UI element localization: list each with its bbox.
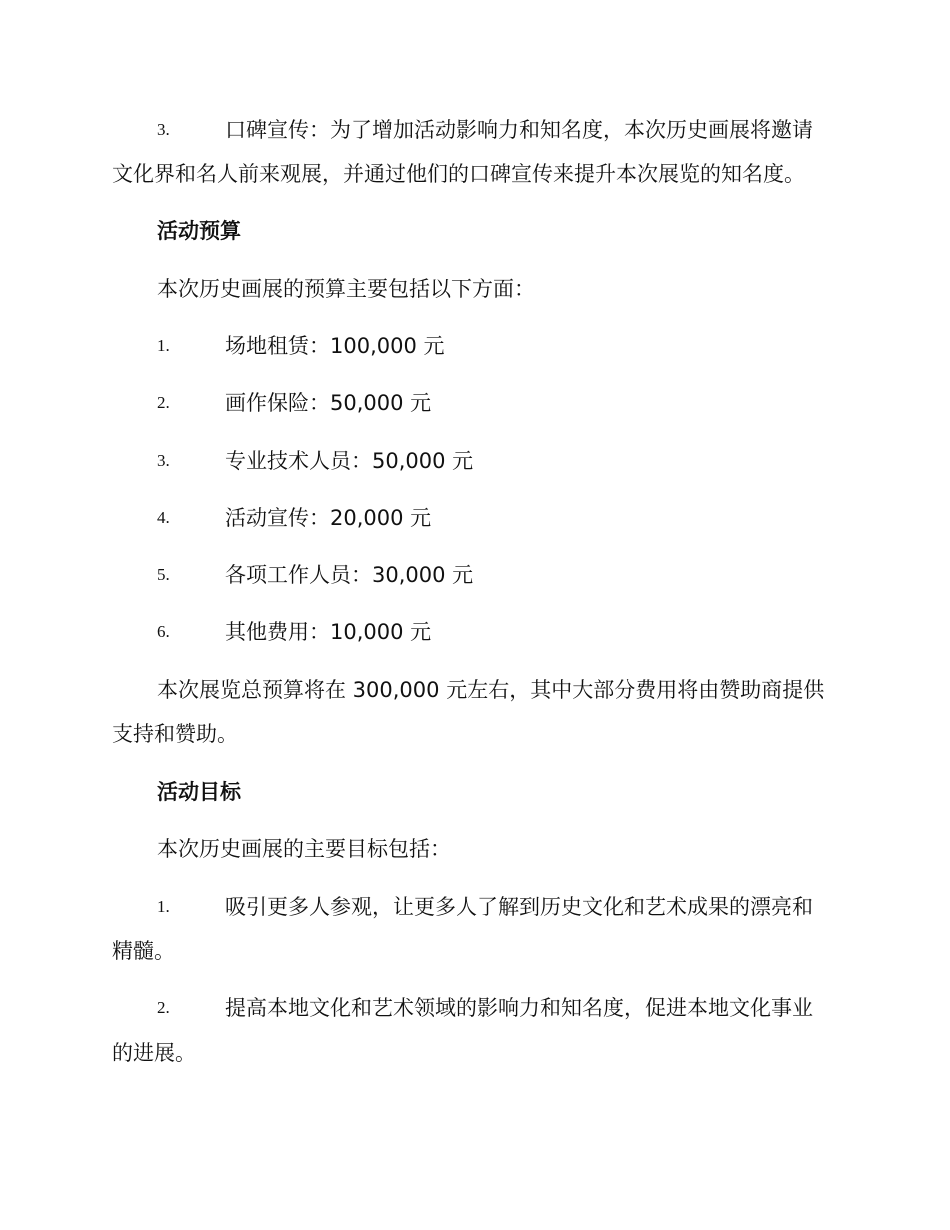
budget-item: 活动宣传：20,000 元 [225,506,432,530]
budget-summary-line: 本次展览总预算将在 300,000 元左右，其中大部分费用将由赞助商提供 [157,678,825,702]
budget-item: 专业技术人员：50,000 元 [225,449,474,473]
section-heading-goals: 活动目标 [157,780,241,804]
list-number: 5. [157,565,170,584]
list-number: 1. [157,336,170,355]
list-number: 4. [157,508,170,527]
goal-item-line: 精髓。 [112,939,175,963]
list-number: 3. [157,120,170,139]
list-number: 2. [157,393,170,412]
paragraph-line: 口碑宣传：为了增加活动影响力和知名度，本次历史画展将邀请 [225,118,813,142]
goals-intro: 本次历史画展的主要目标包括： [157,837,451,861]
budget-item: 场地租赁：100,000 元 [225,334,445,358]
budget-intro: 本次历史画展的预算主要包括以下方面： [157,277,535,301]
budget-item: 画作保险：50,000 元 [225,391,432,415]
budget-summary-line: 支持和赞助。 [112,722,238,746]
list-number: 1. [157,897,170,916]
goal-item-line: 吸引更多人参观，让更多人了解到历史文化和艺术成果的漂亮和 [225,895,813,919]
section-heading-budget: 活动预算 [157,219,241,243]
goal-item-line: 提高本地文化和艺术领域的影响力和知名度，促进本地文化事业 [225,996,813,1020]
budget-item: 各项工作人员：30,000 元 [225,563,474,587]
budget-item: 其他费用：10,000 元 [225,620,432,644]
list-number: 2. [157,998,170,1017]
goal-item-line: 的进展。 [112,1041,196,1065]
list-number: 6. [157,622,170,641]
list-number: 3. [157,451,170,470]
paragraph-line: 文化界和名人前来观展，并通过他们的口碑宣传来提升本次展览的知名度。 [112,162,805,186]
